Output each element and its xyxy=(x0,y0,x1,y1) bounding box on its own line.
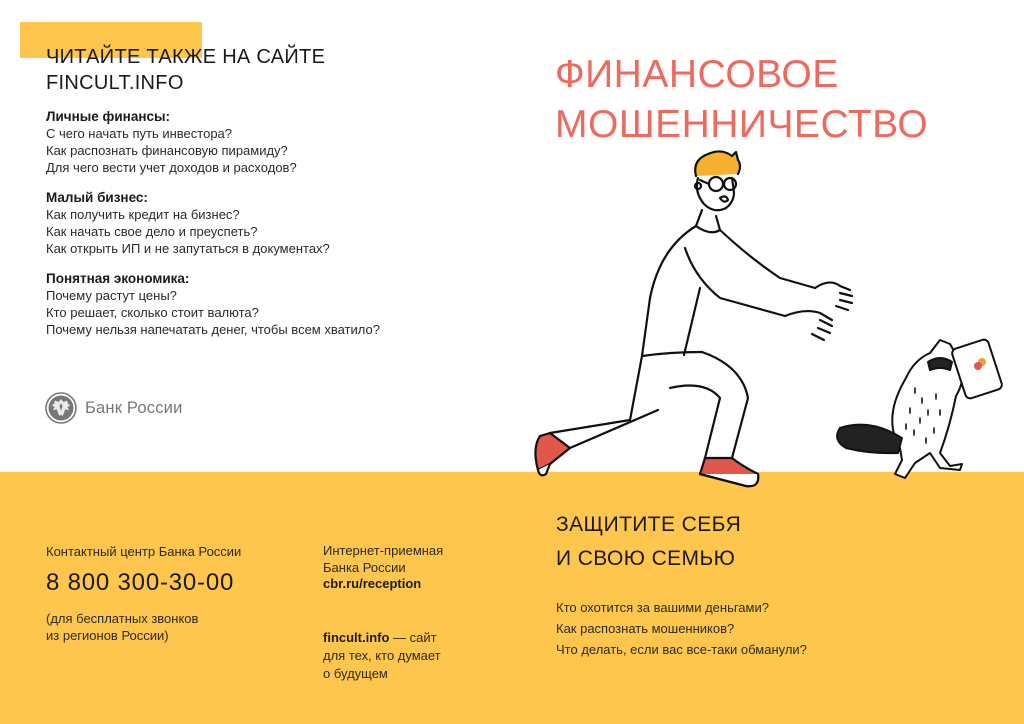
fincult-line3: о будущем xyxy=(323,666,388,681)
man-chasing-raccoon-illustration xyxy=(510,148,1010,493)
read-also-line1: ЧИТАЙТЕ ТАКЖЕ НА САЙТЕ xyxy=(46,46,326,68)
topic-link: С чего начать путь инвестора? xyxy=(46,126,233,141)
reception-link[interactable]: cbr.ru/reception xyxy=(323,576,422,591)
main-title-line1: ФИНАНСОВОЕ xyxy=(555,53,839,96)
topic-link: Для чего вести учет доходов и расходов? xyxy=(46,160,297,175)
topic-economics xyxy=(46,270,466,338)
topic-link: Как распознать финансовую пирамиду? xyxy=(46,143,288,158)
topics-list xyxy=(46,108,466,351)
reception-line1: Интернет-приемная xyxy=(323,543,444,558)
protect-heading-line1: ЗАЩИТИТЕ СЕБЯ xyxy=(556,513,742,536)
bank-of-russia-logo xyxy=(45,392,183,424)
fincult-line2: для тех, кто думает xyxy=(323,648,441,663)
topic-personal-finance xyxy=(46,108,466,176)
topic-link: Почему нельзя напечатать денег, чтобы всем хватило? xyxy=(46,322,380,337)
bank-name: Банк России xyxy=(85,398,183,417)
read-also-heading xyxy=(46,44,325,96)
topic-link: Как открыть ИП и не запутаться в документах? xyxy=(46,241,330,256)
contact-note xyxy=(46,610,241,644)
topic-small-business xyxy=(46,189,466,257)
protect-questions xyxy=(556,597,807,660)
read-also-line2: FINCULT.INFO xyxy=(46,72,184,94)
internet-reception xyxy=(323,543,443,593)
topic-title: Малый бизнес: xyxy=(46,190,148,205)
contact-center-label: Контактный центр Банка России xyxy=(46,544,242,559)
protect-heading-line2: И СВОЮ СЕМЬЮ xyxy=(556,547,736,570)
fincult-promo xyxy=(323,629,483,683)
topic-title: Понятная экономика: xyxy=(46,271,190,286)
main-title xyxy=(555,50,928,150)
fincult-link[interactable]: fincult.info xyxy=(323,630,390,645)
contact-note-line2: из регионов России) xyxy=(46,628,169,643)
protect-question: Что делать, если вас все-таки обманули? xyxy=(556,642,807,657)
protect-heading xyxy=(556,508,741,576)
topic-link: Как получить кредит на бизнес? xyxy=(46,207,240,222)
topic-link: Как начать свое дело и преуспеть? xyxy=(46,224,258,239)
topic-title: Личные финансы: xyxy=(46,109,171,124)
topic-link: Почему растут цены? xyxy=(46,288,177,303)
double-headed-eagle-emblem-icon xyxy=(45,392,77,424)
protect-question: Кто охотится за вашими деньгами? xyxy=(556,600,769,615)
main-title-line2: МОШЕННИЧЕСТВО xyxy=(555,103,929,146)
fincult-text: — сайт xyxy=(389,630,437,645)
protect-question: Как распознать мошенников? xyxy=(556,621,735,636)
topic-link: Кто решает, сколько стоит валюта? xyxy=(46,305,259,320)
contact-note-line1: (для бесплатных звонков xyxy=(46,611,199,626)
contact-center xyxy=(46,543,241,644)
reception-line2: Банка России xyxy=(323,559,406,575)
contact-phone-number[interactable]: 8 800 300-30-00 xyxy=(46,569,235,596)
